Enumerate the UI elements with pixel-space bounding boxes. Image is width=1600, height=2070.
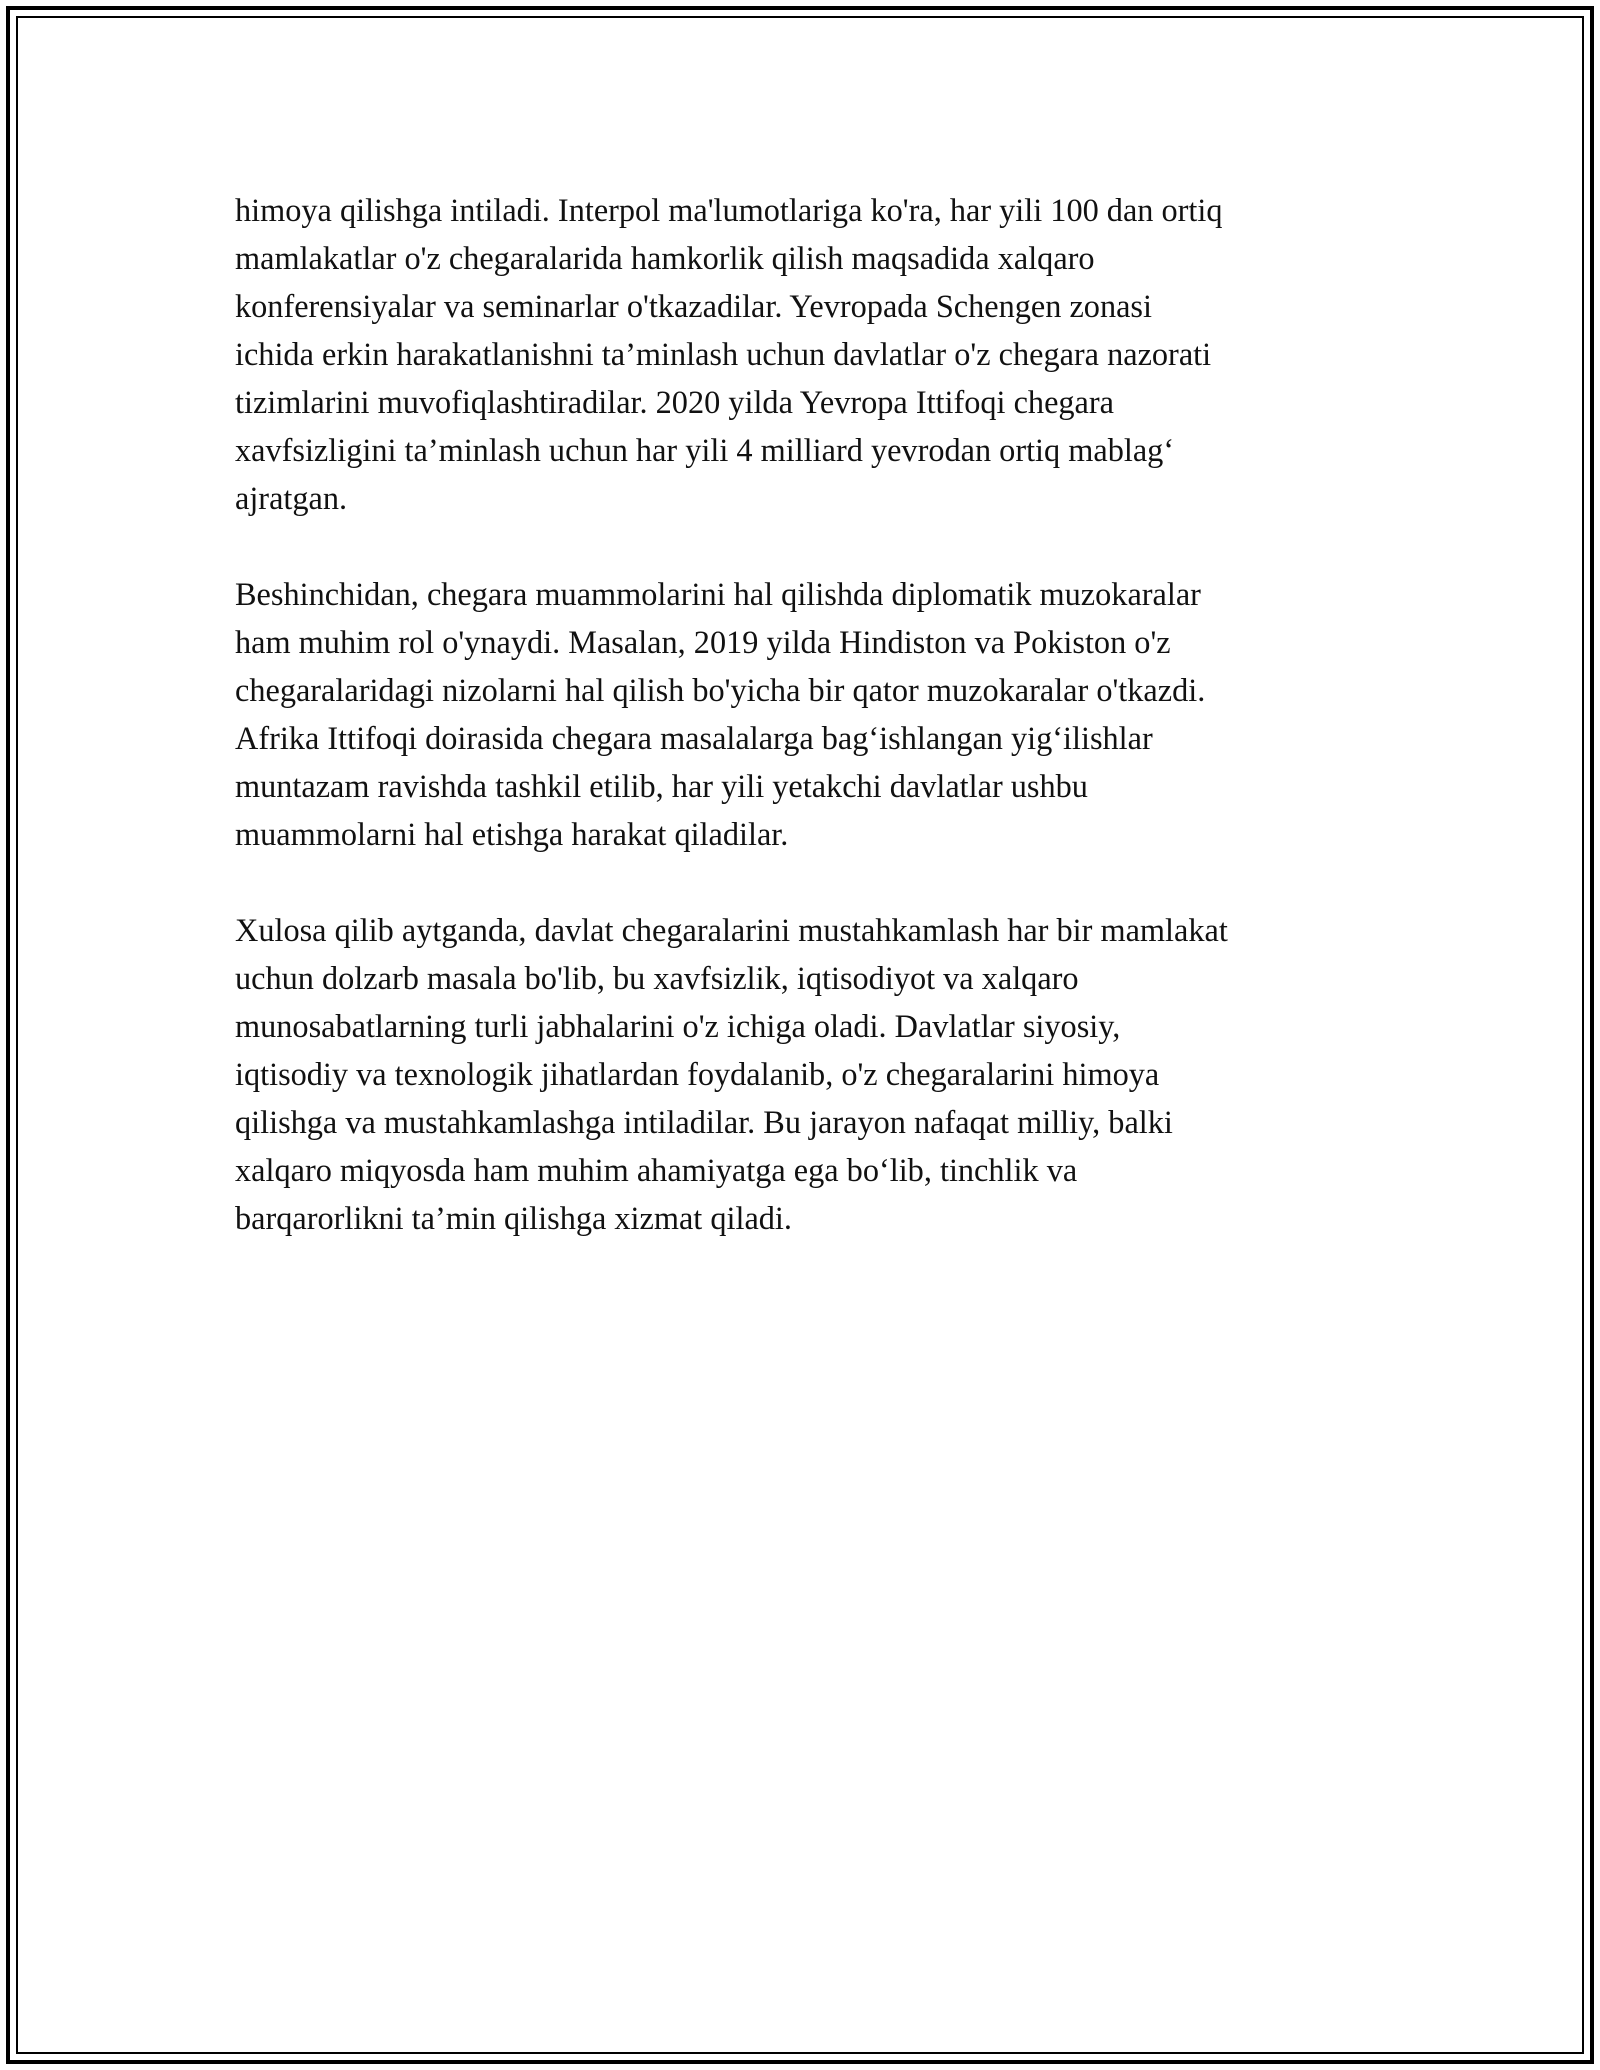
text-line: xalqaro miqyosda ham muhim ahamiyatga ega bo‘lib, tinchlik va xyxy=(235,1152,1078,1188)
text-line: muammolarni hal etishga harakat qiladilar. xyxy=(235,816,789,852)
text-line: Xulosa qilib aytganda, davlat chegaralarini mustahkamlash har bir mamlakat xyxy=(235,912,1228,948)
text-line: tizimlarini muvofiqlashtiradilar. 2020 yilda Yevropa Ittifoqi chegara xyxy=(235,384,1114,420)
text-line: Afrika Ittifoqi doirasida chegara masalalarga bag‘ishlangan yig‘ilishlar xyxy=(235,720,1153,756)
text-line: munosabatlarning turli jabhalarini o'z ichiga oladi. Davlatlar siyosiy, xyxy=(235,1008,1121,1044)
paragraph-diplomatic-negotiations xyxy=(235,570,1415,858)
text-line: uchun dolzarb masala bo'lib, bu xavfsizlik, iqtisodiyot va xalqaro xyxy=(235,960,1079,996)
paragraph-conclusion xyxy=(235,906,1415,1242)
text-line: muntazam ravishda tashkil etilib, har yili yetakchi davlatlar ushbu xyxy=(235,768,1088,804)
text-line: konferensiyalar va seminarlar o'tkazadilar. Yevropada Schengen zonasi xyxy=(235,288,1152,324)
text-line: chegaralaridagi nizolarni hal qilish bo'yicha bir qator muzokaralar o'tkazdi. xyxy=(235,672,1206,708)
text-line: mamlakatlar o'z chegaralarida hamkorlik qilish maqsadida xalqaro xyxy=(235,240,1095,276)
text-line: qilishga va mustahkamlashga intiladilar. Bu jarayon nafaqat milliy, balki xyxy=(235,1104,1173,1140)
document-body xyxy=(235,186,1415,1290)
text-line: himoya qilishga intiladi. Interpol ma'lumotlariga ko'ra, har yili 100 dan ortiq xyxy=(235,192,1223,228)
text-line: ichida erkin harakatlanishni ta’minlash uchun davlatlar o'z chegara nazorati xyxy=(235,336,1212,372)
text-line: ajratgan. xyxy=(235,480,348,516)
text-line: xavfsizligini ta’minlash uchun har yili 4 milliard yevrodan ortiq mablag‘ xyxy=(235,432,1175,468)
text-line: ham muhim rol o'ynaydi. Masalan, 2019 yilda Hindiston va Pokiston o'z xyxy=(235,624,1171,660)
text-line: barqarorlikni ta’min qilishga xizmat qiladi. xyxy=(235,1200,792,1236)
paragraph-interpol-schengen xyxy=(235,186,1415,522)
text-line: iqtisodiy va texnologik jihatlardan foydalanib, o'z chegaralarini himoya xyxy=(235,1056,1160,1092)
text-line: Beshinchidan, chegara muammolarini hal qilishda diplomatik muzokaralar xyxy=(235,576,1201,612)
